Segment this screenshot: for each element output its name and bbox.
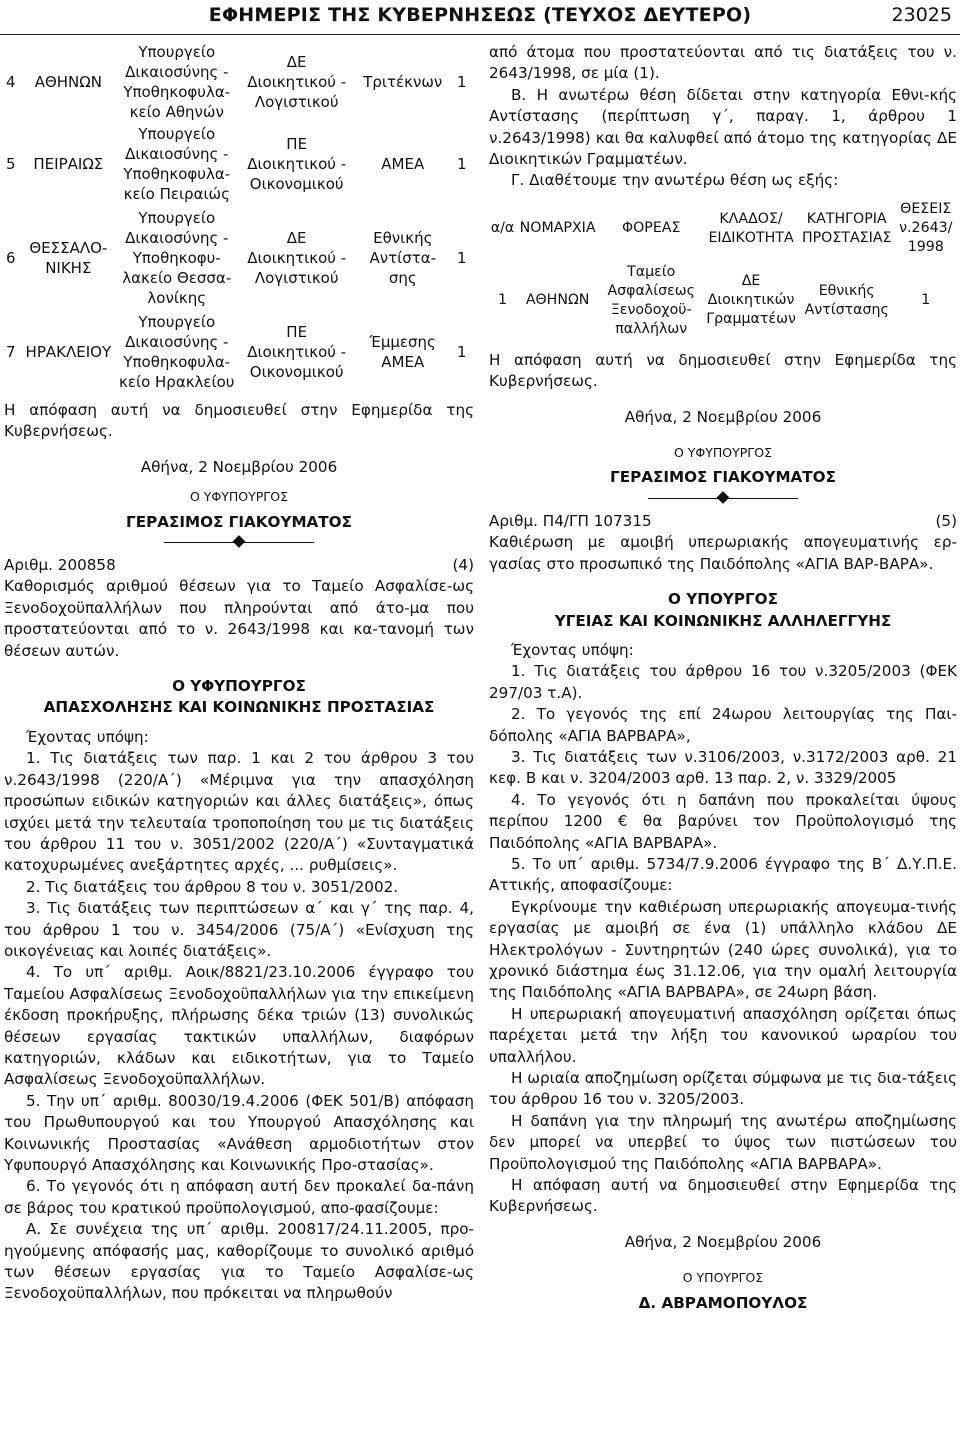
decision-heading [4, 555, 474, 576]
publish-statement: Η απόφαση αυτή να δημοσιευθεί στην Εφημερίδα της Κυβερνήσεως. [4, 401, 474, 441]
consideration-item: 5. Το υπ΄ αριθμ. 5734/7.9.2006 έγγραφο της Β΄ Δ.Υ.Π.Ε. Αττικής, αποφασίζουμε: [489, 854, 957, 895]
table-header-row [489, 200, 957, 258]
row-katigoria: Έμμεσης ΑΜΕΑ [369, 333, 436, 371]
row-aa: 1 [498, 292, 508, 309]
row-number: 7 [6, 343, 16, 361]
decision-number: Αριθμ. 200858 [4, 556, 116, 575]
right-column [489, 42, 957, 1314]
decision-clause: Εγκρίνουμε την καθιέρωση υπερωριακής απογευμα-τινής εργασίας με αμοιβή σε ένα (1) υπάλληλο κλάδου ΔΕ Ηλεκτρολόγων - Συντηρητών (240 ώρες συνολικά), για το χρονικό διάστημα έως 31.12.06, για την ομαλή λειτουργία της Παιδόπολης «ΑΓΙΑ ΒΑΡΒΑΡΑ», σε 24ωρη βάση. [489, 897, 957, 1002]
left-column [4, 42, 474, 1305]
row-number: 4 [6, 73, 16, 91]
row-nomos: ΗΡΑΚΛΕΙΟΥ [25, 343, 112, 361]
table-row [4, 310, 472, 394]
row-nomos: ΘΕΣΣΑΛΟ-ΝΙΚΗΣ [29, 239, 108, 277]
row-number: 5 [6, 155, 16, 173]
decision-index: (5) [935, 511, 957, 530]
consideration-item: 2. Τις διατάξεις του άρθρου 8 του ν. 3051/2002. [26, 877, 399, 896]
table-row [4, 206, 472, 310]
consideration-item: 2. Το γεγονός της επί 24ωρου λειτουργίας της Παι-δόπολης «ΑΓΙΑ ΒΑΡΒΑΡΑ», [489, 705, 957, 745]
header-katigoria: ΚΑΤΗΓΟΡΙΑ ΠΡΟΣΤΑΣΙΑΣ [801, 210, 892, 246]
publish-statement: Η απόφαση αυτή να δημοσιευθεί στην Εφημερίδα της Κυβερνήσεως. [489, 1176, 957, 1216]
signer-role: Ο ΥΠΟΥΡΓΟΣ [682, 1270, 764, 1286]
row-katigoria: Εθνικής Αντίστα-σης [369, 229, 437, 287]
row-theseis: 1 [921, 292, 931, 309]
row-foreas: Υπουργείο Δικαιοσύνης - Υποθηκοφυλα-κείο Αθηνών [123, 43, 231, 121]
decision-heading [489, 511, 957, 532]
row-foreas: Υπουργείο Δικαιοσύνης - Υποθηκοφυλα-κείο Ηρακλείου [119, 313, 235, 391]
row-klados: ΔΕ Διοικητικών Γραμματέων [706, 273, 796, 328]
row-klados: ΔΕ Διοικητικού - Λογιστικού [247, 53, 347, 111]
signer-name: Δ. ΑΒΡΑΜΟΠΟΥΛΟΣ [638, 1293, 808, 1312]
decision-clause: Γ. Διαθέτουμε την ανωτέρω θέση ως εξής: [511, 171, 839, 190]
decision-clause: Η υπερωριακή απογευματινή απασχόληση ορίζεται όπως παρέχεται μετά την λήξη του κανονικού ωραρίου του υπαλλήλου. [489, 1004, 957, 1066]
row-katigoria: Εθνικής Αντίστασης [804, 282, 889, 318]
consideration-item: 1. Τις διατάξεις των παρ. 1 και 2 του άρθρου 3 του ν.2643/1998 (220/Α΄) «Μέριμνα για την απασχόληση προσώπων ειδικών κατηγοριών και άλλες διατάξεις», όπως ισχύει μετά την τελευταία τροποποίηση του με τις διατάξεις του άρθρου 11 του ν. 3051/2002 (220/Α΄) «Συνταγματικά κατοχυρωμένες ανεξάρτητες αρχές, ... ρυθμίσεις». [4, 749, 474, 875]
decision-clause: Β. Η ανωτέρω θέση δίδεται στην κατηγορία Εθνι-κής Αντίστασης (περίπτωση γ΄, παραγ. 1, άρθρου 1 ν.2643/1998) και θα καλυφθεί από άτομο της κατηγορίας ΔΕ Διοικητικών Γραμματέων. [489, 85, 957, 169]
decision-number: Αριθμ. Π4/ΓΠ 107315 [489, 511, 652, 530]
decision-index: (4) [452, 556, 474, 575]
row-foreas: Υπουργείο Δικαιοσύνης - Υποθηκοφυλα-κείο Πειραιώς [123, 125, 231, 203]
separator-rule [164, 535, 314, 551]
authority-title: Ο ΥΠΟΥΡΓΟΣ [668, 590, 778, 609]
page-header [0, 0, 960, 35]
row-nomos: ΑΘΗΝΩΝ [525, 292, 590, 309]
consideration-item: 1. Τις διατάξεις του άρθρου 16 του ν.3205/2003 (ΦΕΚ 297/03 τ.Α). [489, 662, 957, 702]
consideration-item: 6. Το γεγονός ότι η απόφαση αυτή δεν προκαλεί δα-πάνη σε βάρος του κρατικού προϋπολογισμού, απο-φασίζουμε: [4, 1177, 474, 1217]
row-foreas: Υπουργείο Δικαιοσύνης - Υποθηκοφυ-λακείο Θεσσα-λονίκης [122, 209, 232, 307]
row-klados: ΠΕ Διοικητικού - Οικονομικού [247, 135, 347, 193]
row-nomos: ΠΕΙΡΑΙΩΣ [33, 155, 104, 173]
positions-table [4, 42, 472, 394]
table-row [4, 122, 472, 206]
row-theseis: 1 [456, 155, 467, 173]
row-klados: ΠΕ Διοικητικού - Οικονομικού [247, 323, 347, 381]
header-theseis: ΘΕΣΕΙΣ ν.2643/ 1998 [899, 201, 953, 256]
signer-role: Ο ΥΦΥΠΟΥΡΓΟΣ [189, 489, 289, 505]
consideration-item: 3. Τις διατάξεις των περιπτώσεων α΄ και γ΄ της παρ. 4, του άρθρου 1 του ν. 3454/2006 (75/Α΄) «Ενίσχυση της οικογένειας και λοιπές διατάξεις». [4, 899, 474, 960]
signer-name: ΓΕΡΑΣΙΜΟΣ ΓΙΑΚΟΥΜΑΤΟΣ [610, 468, 836, 487]
authority-ministry: ΑΠΑΣΧΟΛΗΣΗΣ ΚΑΙ ΚΟΙΝΩΝΙΚΗΣ ΠΡΟΣΤΑΣΙΑΣ [43, 698, 435, 717]
header-aa: α/α [490, 220, 515, 237]
consideration-item: 4. Το γεγονός ότι η δαπάνη που προκαλείται ύψους περίπου 1200 € θα βαρύνει τον Προϋπολογισμό της Παιδόπολης «ΑΓΙΑ ΒΑΡΒΑΡΑ». [489, 790, 957, 852]
page-number: 23025 [891, 4, 952, 26]
consideration-item: 4. Το υπ΄ αριθμ. Αοικ/8821/23.10.2006 έγγραφο του Ταμείου Ασφαλίσεως Ξενοδοχοϋπαλλήλων για την επικείμενη έκδοση προκήρυξης, πλήρωσης δέκα τριών (13) συνολικώς θέσεων εργασίας τακτικών υπαλλήλων, διαφόρων κατηγοριών, κλάδων και ειδικοτήτων, για το Ταμείο Ασφαλίσεως Ξενοδοχοϋπαλλήλων. [4, 963, 474, 1089]
header-foreas: ΦΟΡΕΑΣ [621, 220, 681, 237]
header-klados: ΚΛΑΔΟΣ/ ΕΙΔΙΚΟΤΗΤΑ [708, 210, 794, 246]
considering-label: Έχοντας υπόψη: [26, 727, 149, 746]
separator-rule [648, 491, 798, 507]
signer-role: Ο ΥΦΥΠΟΥΡΓΟΣ [673, 445, 773, 461]
row-number: 6 [6, 249, 16, 267]
table-row [489, 258, 957, 344]
decision-clause: Α. Σε συνέχεια της υπ΄ αριθμ. 200817/24.11.2005, προ-ηγούμενης απόφασής μας, καθορίζουμε το συνολικό αριθμό των θέσεων εργασίας για το Ταμείο Ασφαλίσε-ως Ξενοδοχοϋπαλλήλων, που πρόκειται να πληρωθούν [4, 1220, 474, 1303]
allocation-table [489, 200, 957, 344]
publish-statement: Η απόφαση αυτή να δημοσιευθεί στην Εφημερίδα της Κυβερνήσεως. [489, 350, 957, 391]
row-theseis: 1 [456, 73, 467, 91]
decision-date: Αθήνα, 2 Νοεμβρίου 2006 [624, 407, 822, 426]
decision-clause: Η δαπάνη για την πληρωμή της ανωτέρω αποζημίωσης δεν μπορεί να υπερβεί το ύψος των πιστώσεων του Προϋπολογισμού της Παιδόπολης «ΑΓΙΑ ΒΑΡΒΑΡΑ». [489, 1111, 957, 1173]
consideration-item: 5. Την υπ΄ αριθμ. 80030/19.4.2006 (ΦΕΚ 501/Β) απόφαση του Πρωθυπουργού και του Υπουργού Απασχόλησης και Κοινωνικής Προστασίας «Ανάθεση αρμοδιοτήτων στον Υφυπουργό Απασχόλησης και Κοινωνικής Προ-στασίας». [4, 1091, 474, 1174]
row-katigoria: ΑΜΕΑ [381, 155, 425, 173]
signer-name: ΓΕΡΑΣΙΜΟΣ ΓΙΑΚΟΥΜΑΤΟΣ [126, 512, 352, 531]
header-nomos: ΝΟΜΑΡΧΙΑ [519, 220, 596, 237]
decision-clause: Η ωριαία αποζημίωση ορίζεται σύμφωνα με τις δια-τάξεις του άρθρου 16 του ν. 3205/2003. [489, 1069, 957, 1109]
decision-subject: Καθιέρωση με αμοιβή υπερωριακής απογευματινής ερ-γασίας στο προσωπικό της Παιδόπολης «ΑΓΙΑ ΒΑΡ-ΒΑΡΑ». [489, 533, 957, 573]
gazette-title: ΕΦΗΜΕΡΙΣ ΤΗΣ ΚΥΒΕΡΝΗΣΕΩΣ (ΤΕΥΧΟΣ ΔΕΥΤΕΡΟ) [208, 4, 752, 26]
row-klados: ΔΕ Διοικητικού - Λογιστικού [247, 229, 347, 287]
row-nomos: ΑΘΗΝΩΝ [34, 73, 102, 91]
authority-title: Ο ΥΦΥΠΟΥΡΓΟΣ [172, 677, 306, 696]
row-theseis: 1 [456, 343, 467, 361]
continued-text: από άτομα που προστατεύονται από τις διατάξεις του ν. 2643/1998, σε μία (1). [489, 43, 957, 83]
table-row [4, 42, 472, 122]
decision-subject: Καθορισμός αριθμού θέσεων για το Ταμείο Ασφαλίσε-ως Ξενοδοχοϋπαλλήλων που πληρούνται από άτο-μα που προστατεύονται από το ν. 2643/1998 και κα-τανομή των θέσεων αυτών. [4, 577, 474, 660]
row-theseis: 1 [456, 249, 467, 267]
consideration-item: 3. Τις διατάξεις των ν.3106/2003, ν.3172/2003 αρθ. 21 κεφ. Β και ν. 3204/2003 αρθ. 13 παρ. 2, ν. 3329/2005 [489, 747, 957, 788]
authority-ministry: ΥΓΕΙΑΣ ΚΑΙ ΚΟΙΝΩΝΙΚΗΣ ΑΛΛΗΛΕΓΓΥΗΣ [554, 611, 892, 630]
decision-date: Αθήνα, 2 Νοεμβρίου 2006 [140, 457, 338, 476]
decision-date: Αθήνα, 2 Νοεμβρίου 2006 [624, 1232, 822, 1251]
row-foreas: Ταμείο Ασφαλίσεως Ξενοδοχοϋ-παλλήλων [607, 263, 695, 337]
row-katigoria: Τριτέκνων [363, 73, 443, 91]
considering-label: Έχοντας υπόψη: [511, 640, 634, 659]
